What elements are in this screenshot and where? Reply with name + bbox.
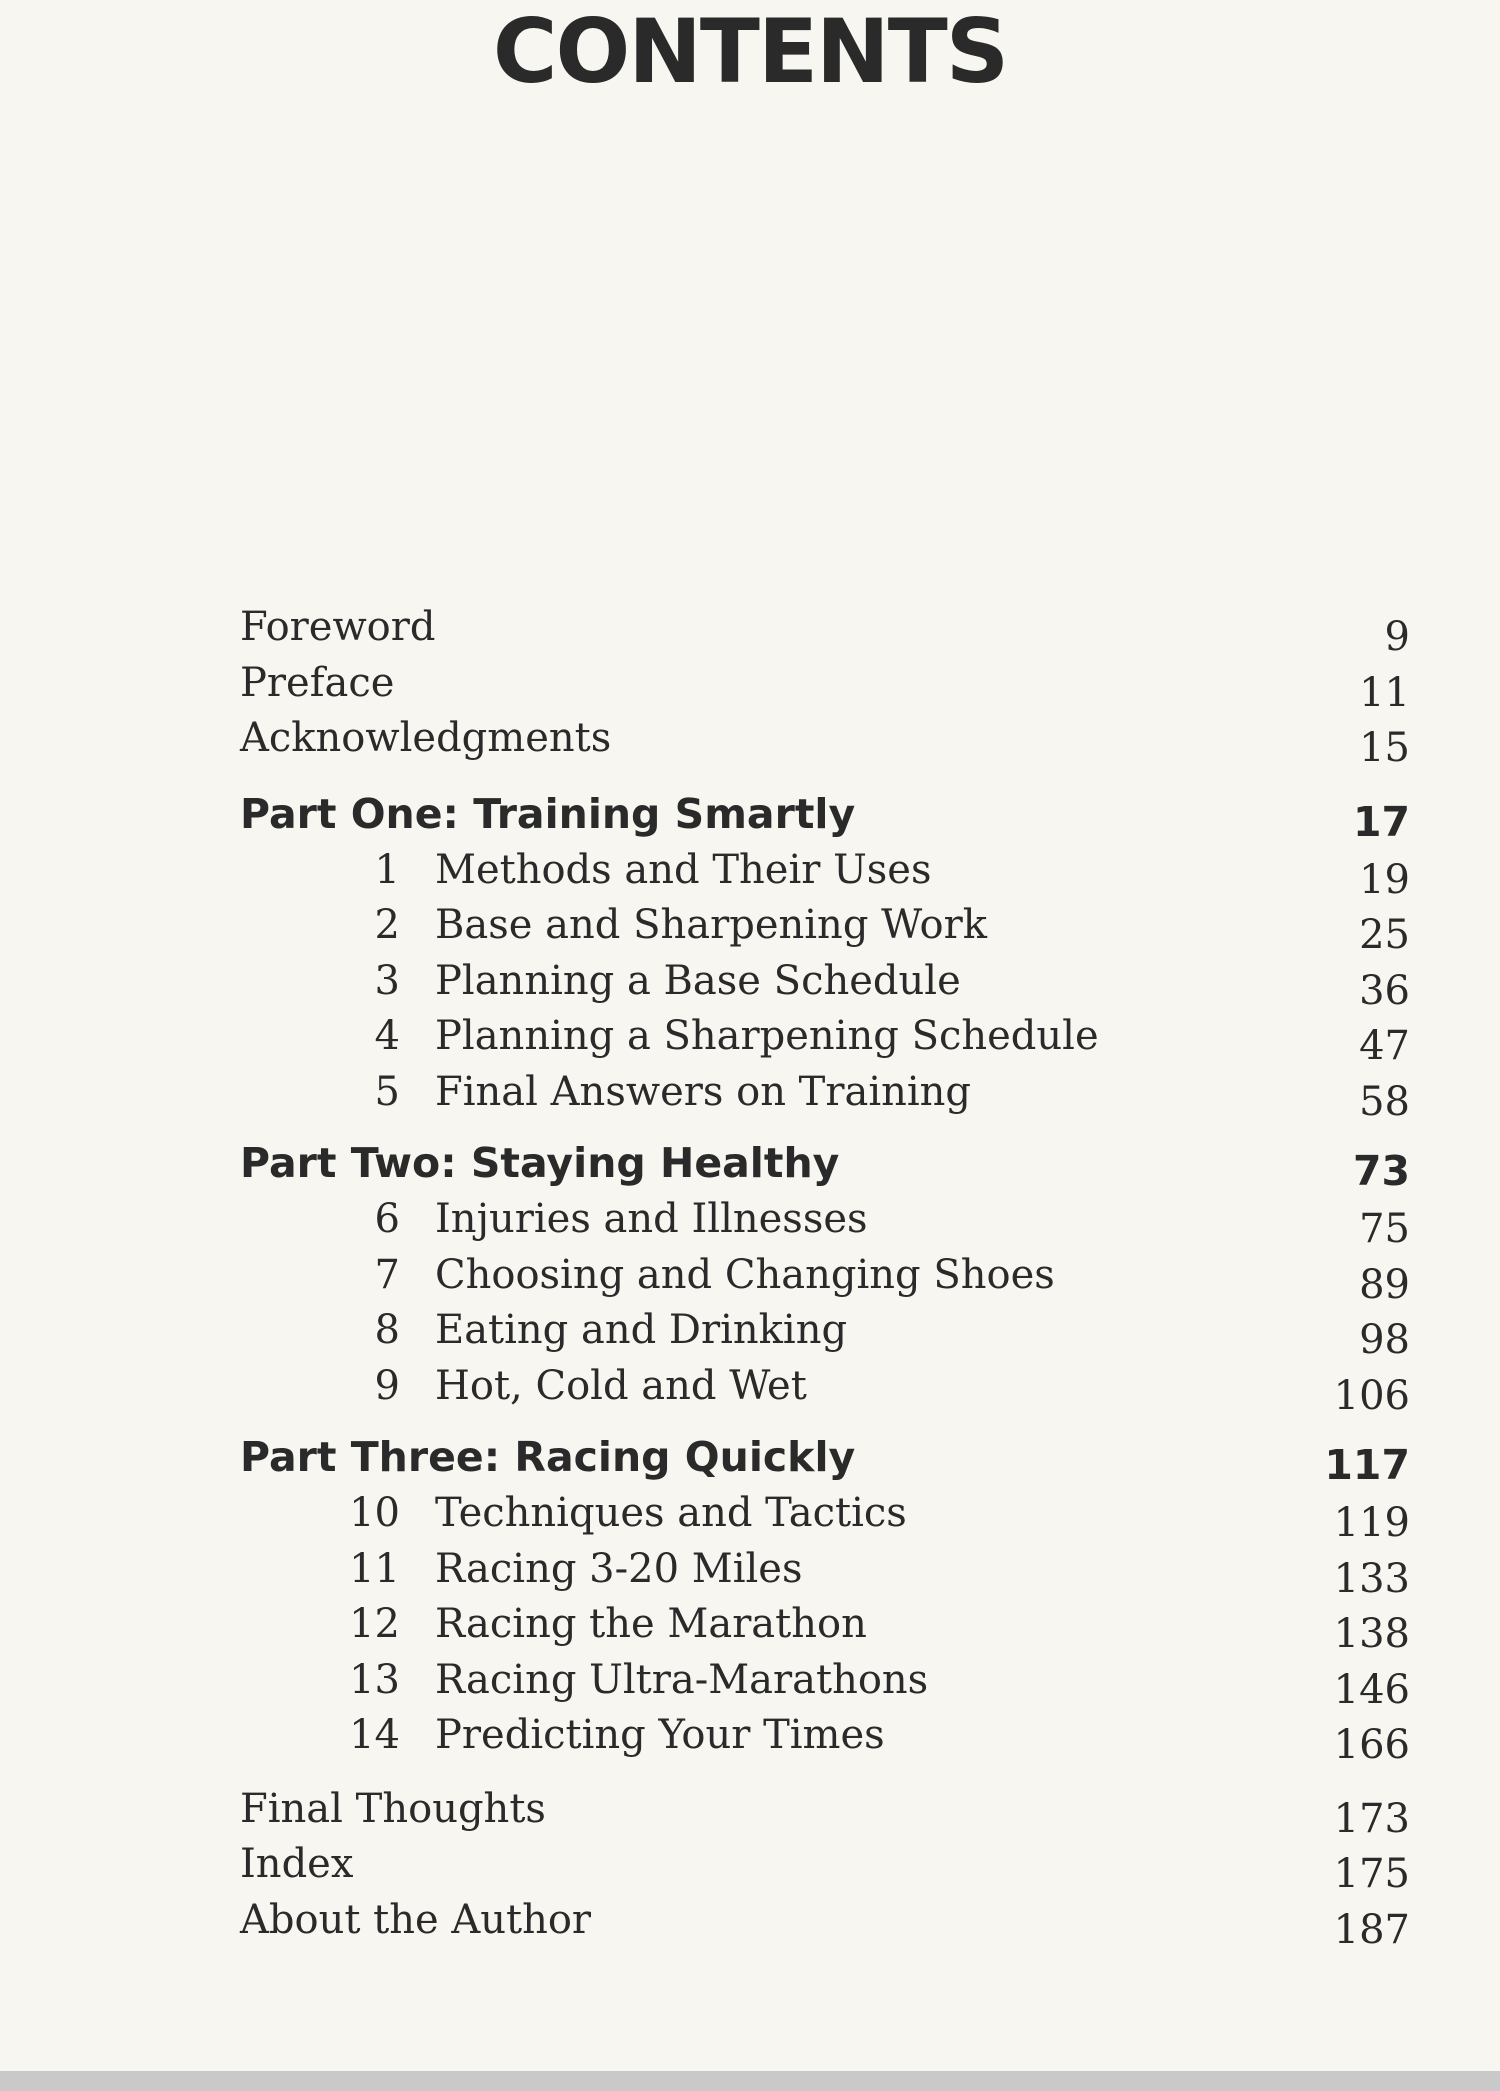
chapter-number: 10 xyxy=(349,1490,400,1536)
chapter-number: 11 xyxy=(349,1545,400,1592)
entry-page: 187 xyxy=(1333,1906,1410,1953)
chapter-number: 7 xyxy=(374,1251,400,1298)
scan-edge xyxy=(0,2071,1500,2091)
entry-page: 11 xyxy=(1359,669,1410,716)
toc-chapter xyxy=(240,1065,1410,1125)
toc-chapter xyxy=(240,898,1410,958)
toc-chapter xyxy=(240,954,1410,1014)
toc-chapter xyxy=(240,1486,1410,1546)
entry-title: Preface xyxy=(240,659,395,706)
chapter-page: 166 xyxy=(1333,1722,1410,1768)
chapter-title: Hot, Cold and Wet xyxy=(435,1362,807,1409)
chapter-page: 19 xyxy=(1359,856,1410,903)
chapter-page: 119 xyxy=(1333,1500,1410,1546)
page-title xyxy=(0,0,1500,103)
part-title: Part One: Training Smartly xyxy=(240,789,856,838)
chapter-page: 106 xyxy=(1333,1372,1410,1419)
toc-entry-index xyxy=(240,1837,1410,1897)
part-title: Part Three: Racing Quickly xyxy=(240,1433,856,1481)
chapter-number: 4 xyxy=(374,1013,400,1059)
toc-entry-foreword xyxy=(240,600,1410,660)
chapter-title: Final Answers on Training xyxy=(435,1068,972,1115)
chapter-number: 12 xyxy=(349,1601,400,1647)
chapter-title: Techniques and Tactics xyxy=(435,1490,907,1536)
chapter-title: Racing the Marathon xyxy=(435,1601,867,1647)
chapter-title: Planning a Base Schedule xyxy=(435,957,961,1004)
entry-page: 15 xyxy=(1359,725,1410,771)
spacer xyxy=(240,1764,1410,1782)
chapter-number: 3 xyxy=(374,957,400,1004)
entry-page: 9 xyxy=(1384,614,1410,660)
chapter-page: 36 xyxy=(1359,967,1410,1014)
toc-chapter xyxy=(240,1248,1410,1308)
chapter-page: 89 xyxy=(1359,1261,1410,1308)
entry-title: Foreword xyxy=(240,604,436,650)
chapter-title: Eating and Drinking xyxy=(435,1307,848,1353)
chapter-title: Planning a Sharpening Schedule xyxy=(435,1013,1099,1059)
chapter-title: Methods and Their Uses xyxy=(435,846,932,893)
entry-title: About the Author xyxy=(240,1896,592,1943)
chapter-title: Base and Sharpening Work xyxy=(435,902,987,948)
part-page: 17 xyxy=(1352,797,1410,846)
chapter-number: 13 xyxy=(349,1656,400,1703)
chapter-title: Racing Ultra-Marathons xyxy=(435,1656,929,1703)
chapter-page: 58 xyxy=(1359,1078,1410,1125)
table-of-contents xyxy=(240,600,1410,1953)
chapter-number: 2 xyxy=(374,902,400,948)
chapter-page: 75 xyxy=(1359,1206,1410,1252)
spacer xyxy=(240,1414,1410,1428)
entry-title: Final Thoughts xyxy=(240,1785,546,1832)
toc-part-one xyxy=(240,785,1410,846)
toc-chapter xyxy=(240,1192,1410,1252)
toc-part-three xyxy=(240,1428,1410,1489)
chapter-page: 146 xyxy=(1333,1666,1410,1713)
chapter-number: 8 xyxy=(374,1307,400,1353)
toc-chapter xyxy=(240,1708,1410,1768)
toc-entry-acknowledgments xyxy=(240,711,1410,771)
toc-chapter xyxy=(240,1009,1410,1069)
toc-chapter xyxy=(240,843,1410,903)
chapter-title: Injuries and Illnesses xyxy=(435,1196,868,1242)
toc-chapter xyxy=(240,1542,1410,1602)
toc-chapter xyxy=(240,1359,1410,1419)
part-title: Part Two: Staying Healthy xyxy=(240,1139,840,1187)
chapter-title: Predicting Your Times xyxy=(435,1712,885,1758)
chapter-page: 133 xyxy=(1333,1555,1410,1602)
chapter-page: 98 xyxy=(1359,1317,1410,1363)
entry-page: 175 xyxy=(1333,1851,1410,1897)
part-page: 117 xyxy=(1324,1441,1410,1489)
chapter-number: 6 xyxy=(374,1196,400,1242)
chapter-number: 5 xyxy=(374,1068,400,1115)
chapter-title: Racing 3-20 Miles xyxy=(435,1545,803,1592)
toc-chapter xyxy=(240,1597,1410,1657)
chapter-number: 9 xyxy=(374,1362,400,1409)
toc-part-two xyxy=(240,1134,1410,1195)
spacer xyxy=(240,1120,1410,1134)
entry-title: Acknowledgments xyxy=(240,715,612,761)
toc-entry-preface xyxy=(240,656,1410,716)
toc-chapter xyxy=(240,1303,1410,1363)
chapter-number: 1 xyxy=(374,846,400,893)
chapter-page: 47 xyxy=(1359,1023,1410,1069)
entry-page: 173 xyxy=(1333,1795,1410,1842)
spacer xyxy=(240,767,1410,785)
chapter-number: 14 xyxy=(349,1712,400,1758)
toc-chapter xyxy=(240,1653,1410,1713)
toc-entry-final-thoughts xyxy=(240,1782,1410,1842)
chapter-title: Choosing and Changing Shoes xyxy=(435,1251,1055,1298)
entry-title: Index xyxy=(240,1841,354,1887)
chapter-page: 25 xyxy=(1359,912,1410,958)
chapter-page: 138 xyxy=(1333,1611,1410,1657)
toc-entry-about-author xyxy=(240,1893,1410,1953)
part-page: 73 xyxy=(1352,1147,1410,1195)
page-title-text: CONTENTS xyxy=(492,0,1008,103)
